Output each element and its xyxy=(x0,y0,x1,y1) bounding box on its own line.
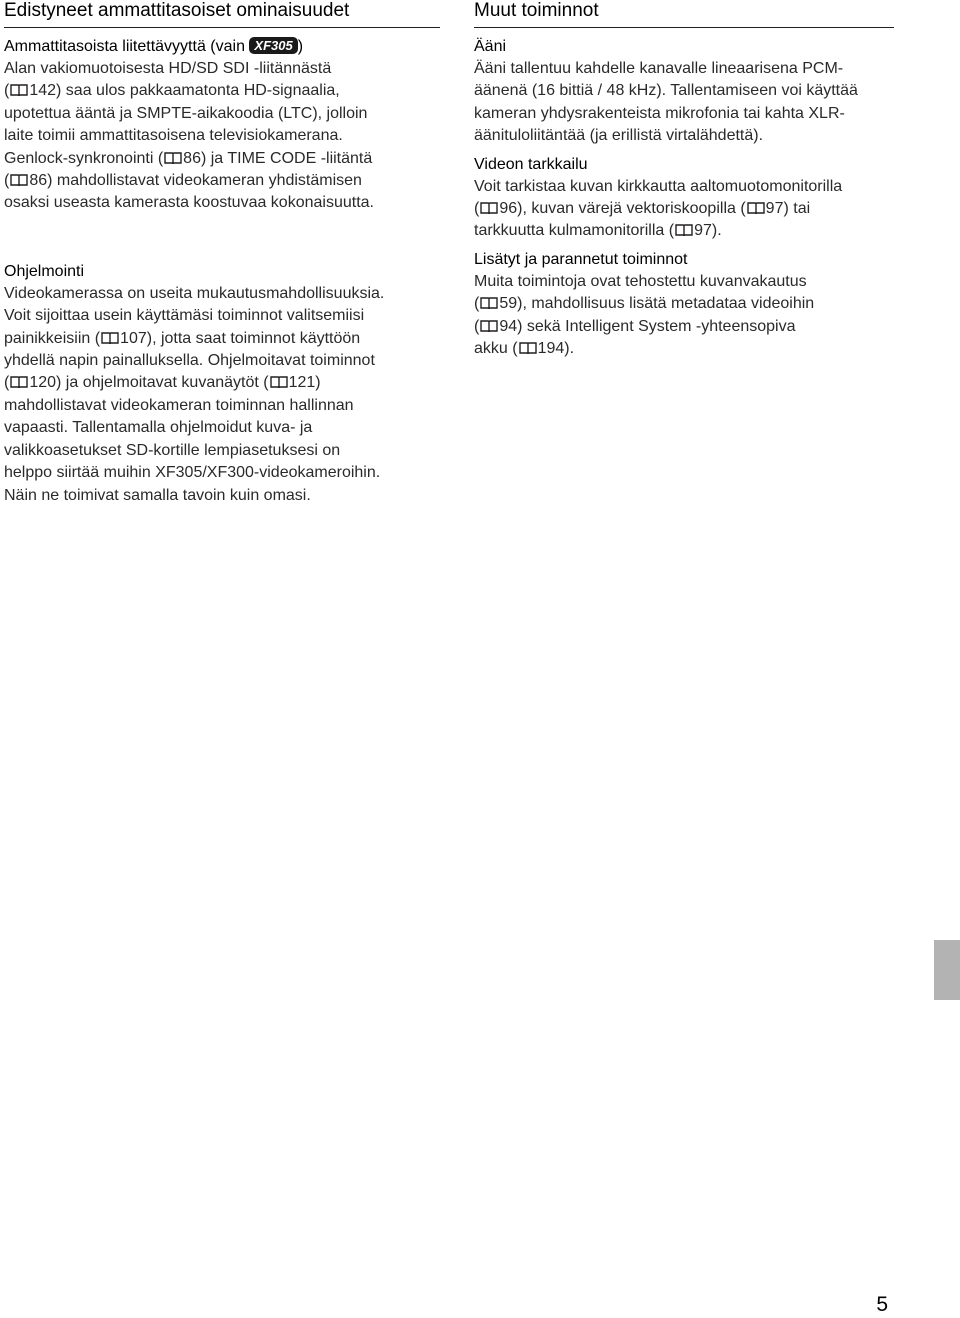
reference-text: 86) mahdollistavat videokameran yhdistämisen xyxy=(29,172,362,190)
right-column xyxy=(474,0,914,366)
book-reference-icon xyxy=(675,223,693,237)
book-reference-icon xyxy=(164,151,182,165)
body-line: äänenä (16 bittiä / 48 kHz). Tallentamiseen voi käyttää xyxy=(474,82,858,100)
body-line xyxy=(474,338,914,360)
body-line: ( 94) sekä Intelligent System -yhteensopiva xyxy=(474,317,796,335)
body-line: yhdellä napin painalluksella. Ohjelmoitavat toiminnot xyxy=(4,352,375,370)
body-text: Genlock-synkronointi ( xyxy=(4,149,164,167)
book-reference-icon xyxy=(10,375,28,389)
body-line: ( 96), kuvan värejä vektoriskoopilla ( 97) tai xyxy=(474,200,811,218)
body-line: ( 86) mahdollistavat videokameran yhdistämisen xyxy=(4,172,362,190)
programming-title: Ohjelmointi xyxy=(4,262,85,280)
body-line: Ääni tallentuu kahdelle kanavalle lineaarisena PCM- xyxy=(474,60,844,77)
reference-text: 86) ja TIME CODE -liitäntä xyxy=(183,149,373,167)
body-line: Voit tarkistaa kuvan kirkkautta aaltomuotomonitorilla xyxy=(474,177,843,195)
audio-block xyxy=(474,36,914,148)
reference-text: 96), kuvan värejä vektoriskoopilla ( xyxy=(499,200,746,218)
body-line: Videokamerassa on useita mukautusmahdollisuuksia. xyxy=(4,284,385,302)
section-heading-other: Muut toiminnot xyxy=(474,0,894,28)
reference-text: 194). xyxy=(537,340,575,358)
added-features-title: Lisätyt ja parannetut toiminnot xyxy=(474,250,688,268)
reference-text: 107), jotta saat toiminnot käyttöön xyxy=(120,329,361,347)
body-line: Näin ne toimivat samalla tavoin kuin omasi. xyxy=(4,486,311,504)
reference-text: 97). xyxy=(694,222,722,240)
body-line: valikkoasetukset SD-kortille lempiasetuksesi on xyxy=(4,441,341,459)
book-reference-icon xyxy=(747,201,765,215)
body-line: mahdollistavat videokameran toiminnan hallinnan xyxy=(4,396,354,414)
body-line: Alan vakiomuotoisesta HD/SD SDI -liitännästä xyxy=(4,60,332,77)
model-badge: XF305 xyxy=(249,37,297,54)
reference-text: 121) xyxy=(288,374,321,392)
connectivity-title-text: Ammattitasoista liitettävyyttä (vain xyxy=(4,38,250,55)
body-line: osaksi useasta kamerasta koostuvaa kokonaisuutta. xyxy=(4,194,374,212)
body-line: kameran yhdysrakenteista mikrofonia tai kahta XLR- xyxy=(474,104,845,122)
body-line: upotettua ääntä ja SMPTE-aikakoodia (LTC), jolloin xyxy=(4,104,368,122)
body-line: vapaasti. Tallentamalla ohjelmoidut kuva- ja xyxy=(4,419,313,437)
book-reference-icon xyxy=(101,331,119,345)
book-reference-icon xyxy=(480,319,498,333)
body-line: Voit sijoittaa usein käyttämäsi toiminnot valitsemiisi xyxy=(4,307,365,325)
section-thumb-tab xyxy=(934,940,960,1000)
body-line: ( 59), mahdollisuus lisätä metadataa videoihin xyxy=(474,295,815,313)
body-text: akku ( xyxy=(474,340,518,358)
body-line xyxy=(4,148,440,170)
connectivity-block xyxy=(4,36,440,215)
programming-block xyxy=(4,261,440,507)
body-line: Muita toimintoja ovat tehostettu kuvanvakautus xyxy=(474,272,807,290)
book-reference-icon xyxy=(480,201,498,215)
body-line: äänituloliitäntää (ja erillistä virtalähdettä). xyxy=(474,127,764,145)
reference-text: 97) tai xyxy=(765,200,811,218)
audio-title: Ääni xyxy=(474,38,507,55)
body-line: ( 142) saa ulos pakkaamatonta HD-signaalia, xyxy=(4,82,340,100)
monitoring-title: Videon tarkkailu xyxy=(474,155,588,173)
reference-text: 142) saa ulos pakkaamatonta HD-signaalia, xyxy=(29,82,340,100)
reference-text: 120) ja ohjelmoitavat kuvanäytöt ( xyxy=(29,374,269,392)
left-column xyxy=(4,0,440,513)
added-features-block xyxy=(474,249,914,361)
reference-text: 59), mahdollisuus lisätä metadataa videoihin xyxy=(499,295,815,313)
body-line xyxy=(4,328,440,350)
body-text: tarkkuutta kulmamonitorilla ( xyxy=(474,222,675,240)
book-reference-icon xyxy=(10,83,28,97)
body-text: painikkeisiin ( xyxy=(4,329,101,347)
connectivity-title xyxy=(4,36,440,58)
book-reference-icon xyxy=(519,341,537,355)
book-reference-icon xyxy=(10,173,28,187)
body-line xyxy=(474,220,914,242)
body-line: laite toimii ammattitasoisena televisiokamerana. xyxy=(4,127,343,145)
reference-text: 94) sekä Intelligent System -yhteensopiva xyxy=(499,317,796,335)
body-line: helppo siirtää muihin XF305/XF300-videokameroihin. xyxy=(4,464,381,482)
section-heading-professional: Edistyneet ammattitasoiset ominaisuudet xyxy=(4,0,440,28)
monitoring-block xyxy=(474,154,914,243)
page-number: 5 xyxy=(876,1293,888,1316)
book-reference-icon xyxy=(270,375,288,389)
book-reference-icon xyxy=(480,296,498,310)
connectivity-title-close: ) xyxy=(297,38,304,55)
body-line: ( 120) ja ohjelmoitavat kuvanäytöt ( 121) xyxy=(4,374,321,392)
